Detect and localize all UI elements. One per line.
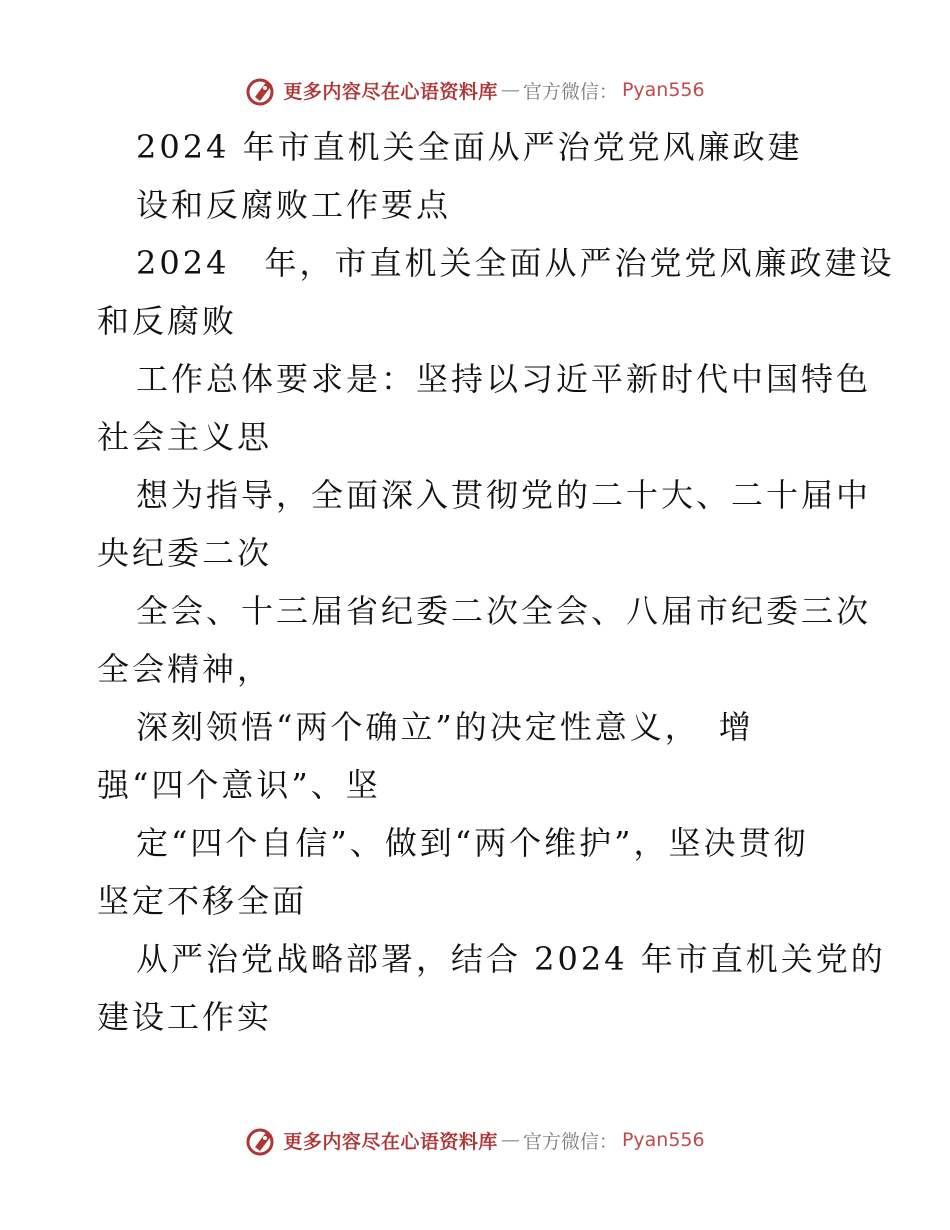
doc-text-line: 想为指导，全面深入贯彻党的二十大、二十届中 (136, 476, 872, 514)
watermark-wechat-id: Pyan556 (621, 79, 705, 101)
doc-text-line: 从严治党战略部署，结合 2024 年市直机关党的 (136, 940, 886, 978)
doc-text-line: 坚定不移全面 (97, 882, 308, 920)
watermark-lead-text: 更多内容尽在心语资料库 (283, 1130, 498, 1153)
pen-nib-circle-icon (245, 1123, 279, 1157)
pen-nib-circle-icon (245, 73, 279, 107)
watermark-banner-top (0, 70, 950, 110)
doc-text-line: 定“四个自信”、做到“两个维护”，坚决贯彻 (136, 824, 809, 862)
doc-text-line: 社会主义思 (97, 418, 273, 456)
watermark-dash: — (500, 79, 520, 101)
watermark-official-text: 官方微信： (522, 1130, 618, 1153)
doc-text-line: 全会、十三届省纪委二次全会、八届市纪委三次 (136, 592, 872, 630)
watermark-official-text: 官方微信： (522, 80, 618, 103)
doc-text-line: 和反腐败 (97, 302, 238, 340)
watermark-wechat-id: Pyan556 (621, 1129, 705, 1151)
doc-text-line: 全会精神， (97, 650, 273, 688)
watermark-dash: — (500, 1129, 520, 1151)
doc-title-line-2: 设和反腐败工作要点 (136, 186, 452, 224)
doc-text-line: 2024 年，市直机关全面从严治党党风廉政建设 (136, 244, 895, 282)
doc-text-line: 强“四个意识”、坚 (97, 766, 381, 804)
doc-text-line: 建设工作实 (97, 998, 273, 1036)
doc-text-line: 深刻领悟“两个确立”的决定性意义， 增 (136, 708, 754, 746)
doc-text-line: 工作总体要求是：坚持以习近平新时代中国特色 (136, 360, 872, 398)
watermark-lead-text: 更多内容尽在心语资料库 (283, 80, 498, 103)
doc-text-line: 央纪委二次 (97, 534, 273, 572)
doc-title-line-1: 2024 年市直机关全面从严治党党风廉政建 (136, 128, 803, 166)
watermark-banner-bottom (0, 1120, 950, 1160)
